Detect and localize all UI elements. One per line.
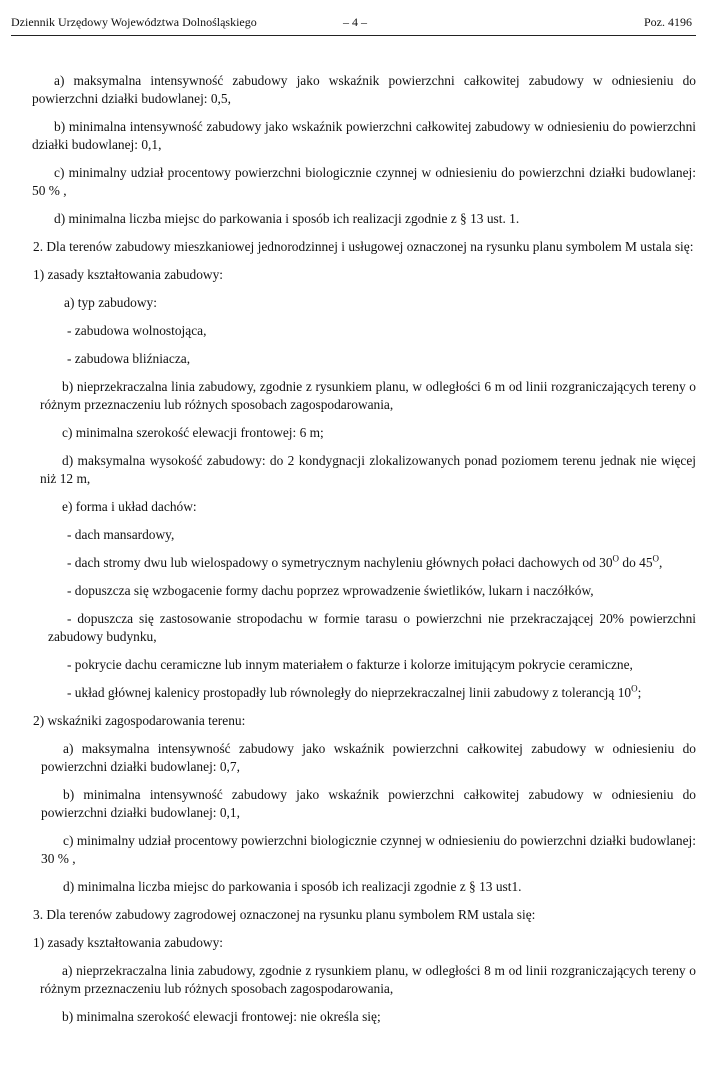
text-run: - układ głównej kalenicy prostopadły lub równoległy do nieprzekraczalnej linii zabudowy z tolerancją 10 bbox=[67, 685, 632, 700]
paragraph: c) minimalny udział procentowy powierzchni biologicznie czynnej w odniesieniu do powierzchni działki budowlanej: 30 % , bbox=[41, 833, 696, 866]
text-run: - dach stromy dwu lub wielospadowy o symetrycznym nachyleniu głównych połaci dachowych od 30 bbox=[67, 555, 613, 570]
paragraph: c) minimalny udział procentowy powierzchni biologicznie czynnej w odniesieniu do powierzchni działki budowlanej: 50 % , bbox=[32, 165, 696, 198]
paragraph: 1) zasady kształtowania zabudowy: bbox=[33, 267, 224, 282]
paragraph: b) minimalna szerokość elewacji frontowej: nie określa się; bbox=[62, 1009, 381, 1024]
paragraph: a) nieprzekraczalna linia zabudowy, zgodnie z rysunkiem planu, w odległości 8 m od linii rozgraniczających tereny o różnym przeznaczeniu lub różnych sposobach zagospodarowania, bbox=[40, 963, 696, 996]
document-body bbox=[11, 72, 696, 1026]
degree-superscript: O bbox=[612, 553, 620, 564]
degree-superscript: O bbox=[631, 683, 638, 694]
paragraph: d) minimalna liczba miejsc do parkowania i sposób ich realizacji zgodnie z § 13 ust1. bbox=[63, 879, 522, 894]
paragraph: d) minimalna liczba miejsc do parkowania i sposób ich realizacji zgodnie z § 13 ust. 1. bbox=[54, 211, 520, 226]
paragraph bbox=[11, 684, 696, 702]
paragraph: 2. Dla terenów zabudowy mieszkaniowej jednorodzinnej i usługowej oznaczonej na rysunku planu symbolem M ustala się: bbox=[33, 239, 694, 254]
paragraph: e) forma i układ dachów: bbox=[62, 499, 197, 514]
paragraph: b) nieprzekraczalna linia zabudowy, zgodnie z rysunkiem planu, w odległości 6 m od linii rozgraniczających tereny o różnym przeznaczeniu lub różnych sposobach zagospodarowania, bbox=[40, 379, 696, 412]
journal-title: Dziennik Urzędowy Województwa Dolnośląskiego bbox=[11, 15, 257, 29]
text-run: , bbox=[659, 555, 663, 570]
paragraph: b) minimalna intensywność zabudowy jako wskaźnik powierzchni całkowitej zabudowy w odniesieniu do powierzchni działki budowlanej: 0,1, bbox=[32, 119, 696, 152]
paragraph: - dopuszcza się wzbogacenie formy dachu poprzez wprowadzenie świetlików, lukarn i naczółków, bbox=[67, 583, 594, 598]
paragraph: b) minimalna intensywność zabudowy jako wskaźnik powierzchni całkowitej zabudowy w odniesieniu do powierzchni działki budowlanej: 0,1, bbox=[41, 787, 696, 820]
paragraph: - zabudowa wolnostojąca, bbox=[67, 323, 207, 338]
paragraph: - dach mansardowy, bbox=[67, 527, 175, 542]
paragraph: a) maksymalna intensywność zabudowy jako wskaźnik powierzchni całkowitej zabudowy w odniesieniu do powierzchni działki budowlanej: 0,5, bbox=[32, 73, 696, 106]
degree-superscript: O bbox=[652, 553, 660, 564]
paragraph: a) maksymalna intensywność zabudowy jako wskaźnik powierzchni całkowitej zabudowy w odniesieniu do powierzchni działki budowlanej: 0,7, bbox=[41, 741, 696, 774]
page-header bbox=[11, 11, 696, 36]
paragraph: - pokrycie dachu ceramiczne lub innym materiałem o fakturze i kolorze imitującym pokrycie ceramiczne, bbox=[67, 657, 633, 672]
text-run: do 45 bbox=[619, 555, 653, 570]
paragraph: 2) wskaźniki zagospodarowania terenu: bbox=[33, 713, 246, 728]
position-number: Poz. 4196 bbox=[644, 15, 692, 29]
text-run: ; bbox=[637, 685, 642, 700]
paragraph: 3. Dla terenów zabudowy zagrodowej oznaczonej na rysunku planu symbolem RM ustala się: bbox=[33, 907, 536, 922]
paragraph: c) minimalna szerokość elewacji frontowej: 6 m; bbox=[62, 425, 324, 440]
paragraph: 1) zasady kształtowania zabudowy: bbox=[33, 935, 224, 950]
paragraph: d) maksymalna wysokość zabudowy: do 2 kondygnacji zlokalizowanych ponad poziomem terenu jednak nie więcej niż 12 m, bbox=[40, 453, 696, 486]
paragraph: - zabudowa bliźniacza, bbox=[67, 351, 191, 366]
paragraph bbox=[11, 554, 696, 572]
page-number: – 4 – bbox=[343, 15, 367, 29]
paragraph: a) typ zabudowy: bbox=[64, 295, 157, 310]
paragraph: - dopuszcza się zastosowanie stropodachu w formie tarasu o powierzchni nie przekraczającej 20% powierzchni zabudowy budynku, bbox=[48, 611, 696, 644]
